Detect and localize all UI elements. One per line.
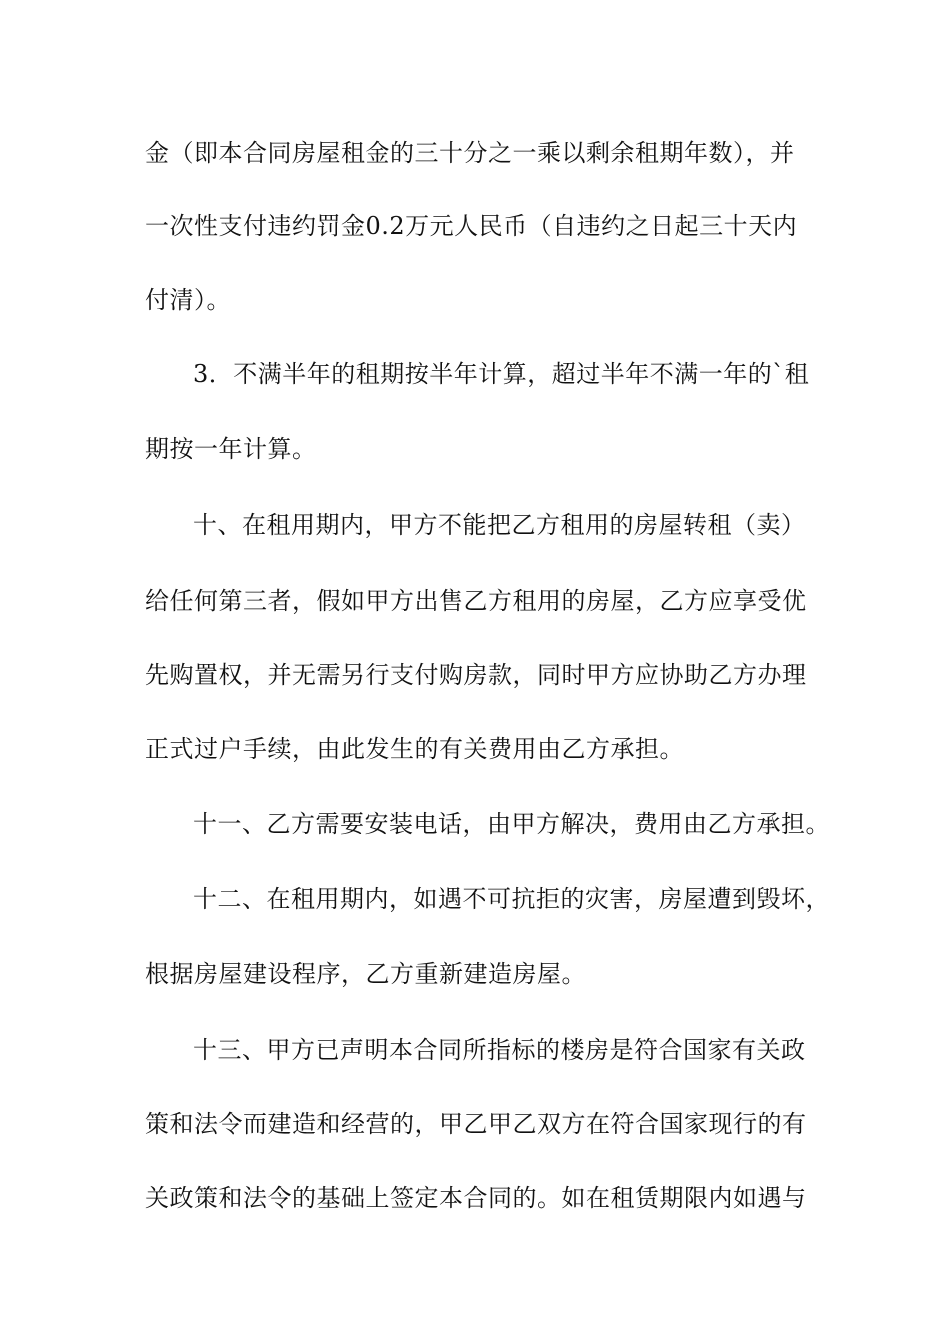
- text-line: 一次性支付违约罚金0.2万元人民币（自违约之日起三十天内: [145, 212, 798, 240]
- text-line: 十、在租用期内，甲方不能把乙方租用的房屋转租（卖）: [193, 511, 806, 539]
- text-line: 金（即本合同房屋租金的三十分之一乘以剩余租期年数），并: [145, 139, 795, 167]
- text-line: 正式过户手续，由此发生的有关费用由乙方承担。: [145, 735, 684, 763]
- text-line: 期按一年计算。: [145, 435, 317, 463]
- text-line: 十三、甲方已声明本合同所指标的楼房是符合国家有关政: [193, 1036, 806, 1064]
- text-line: 关政策和法令的基础上签定本合同的。如在租赁期限内如遇与: [145, 1184, 807, 1212]
- text-line: 3．不满半年的租期按半年计算，超过半年不满一年的`租: [193, 360, 810, 388]
- text-line: 根据房屋建设程序，乙方重新建造房屋。: [145, 960, 586, 988]
- text-line: 策和法令而建造和经营的，甲乙甲乙双方在符合国家现行的有: [145, 1110, 807, 1138]
- text-line: 先购置权，并无需另行支付购房款，同时甲方应协助乙方办理: [145, 661, 807, 689]
- text-line: 付清）。: [145, 286, 231, 314]
- text-line: 十二、在租用期内，如遇不可抗拒的灾害，房屋遭到毁坏，: [193, 885, 830, 913]
- text-line: 十一、乙方需要安装电话，由甲方解决，费用由乙方承担。: [193, 810, 830, 838]
- text-line: 给任何第三者，假如甲方出售乙方租用的房屋，乙方应享受优: [145, 587, 807, 615]
